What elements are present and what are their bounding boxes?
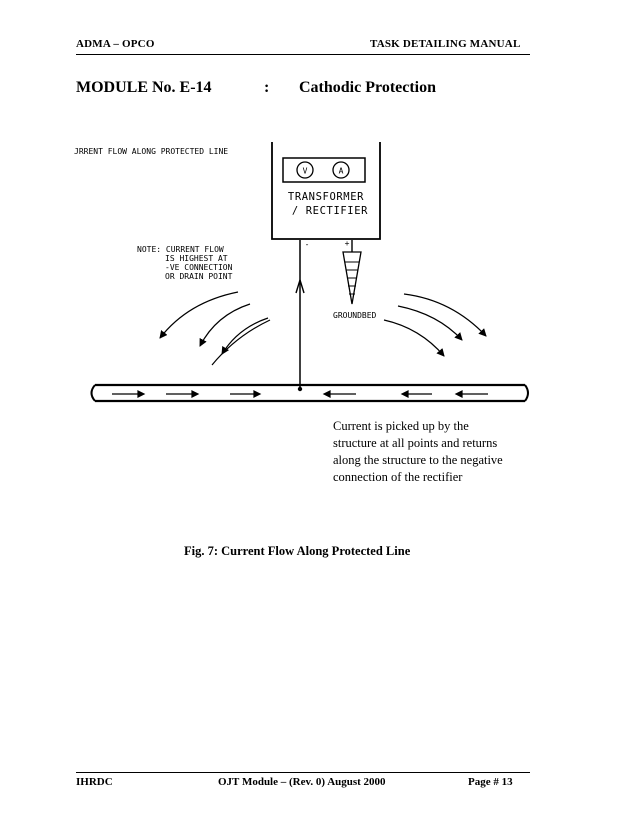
svg-text:V: V <box>302 166 308 176</box>
pipeline-current-arrows <box>112 391 488 397</box>
figure-caption: Fig. 7: Current Flow Along Protected Line <box>184 544 411 558</box>
header-org: ADMA – OPCO <box>76 38 155 50</box>
svg-text:A: A <box>338 166 344 176</box>
note-line: structure at all points and returns <box>333 436 498 450</box>
drain-point-note <box>137 245 233 281</box>
footer-revision: OJT Module – (Rev. 0) August 2000 <box>218 776 386 788</box>
svg-text:-VE CONNECTION: -VE CONNECTION <box>165 263 233 272</box>
module-number: MODULE No. E-14 <box>76 79 212 96</box>
current-flow-diagram <box>0 130 638 410</box>
svg-text:NOTE: CURRENT FLOW: NOTE: CURRENT FLOW <box>137 245 224 254</box>
negative-terminal: - <box>304 240 310 249</box>
positive-terminal: + <box>344 239 350 248</box>
transformer-label: TRANSFORMER <box>287 191 365 203</box>
groundbed-label: GROUNDBED <box>333 311 377 320</box>
rectifier-label: / RECTIFIER <box>291 205 369 217</box>
current-pickup-note <box>333 418 503 486</box>
diagram-panel-title: JRRENT FLOW ALONG PROTECTED LINE <box>74 147 229 156</box>
soil-current-arrows <box>160 292 486 365</box>
note-line: Current is picked up by the <box>333 419 469 433</box>
note-line: along the structure to the negative <box>333 453 503 467</box>
transformer-rectifier-box <box>272 142 380 249</box>
module-title: Cathodic Protection <box>299 79 437 96</box>
footer-publisher: IHRDC <box>76 776 113 788</box>
note-line: connection of the rectifier <box>333 470 463 484</box>
module-separator: : <box>264 79 270 96</box>
header-manual-title: TASK DETAILING MANUAL <box>370 38 521 50</box>
header-rule <box>76 54 530 55</box>
drain-connection <box>296 240 304 391</box>
groundbed-anode <box>333 240 377 320</box>
svg-text:OR DRAIN POINT: OR DRAIN POINT <box>165 272 233 281</box>
footer-page-number: Page # 13 <box>468 776 513 788</box>
svg-text:IS HIGHEST AT: IS HIGHEST AT <box>165 254 228 263</box>
footer-rule <box>76 772 530 773</box>
